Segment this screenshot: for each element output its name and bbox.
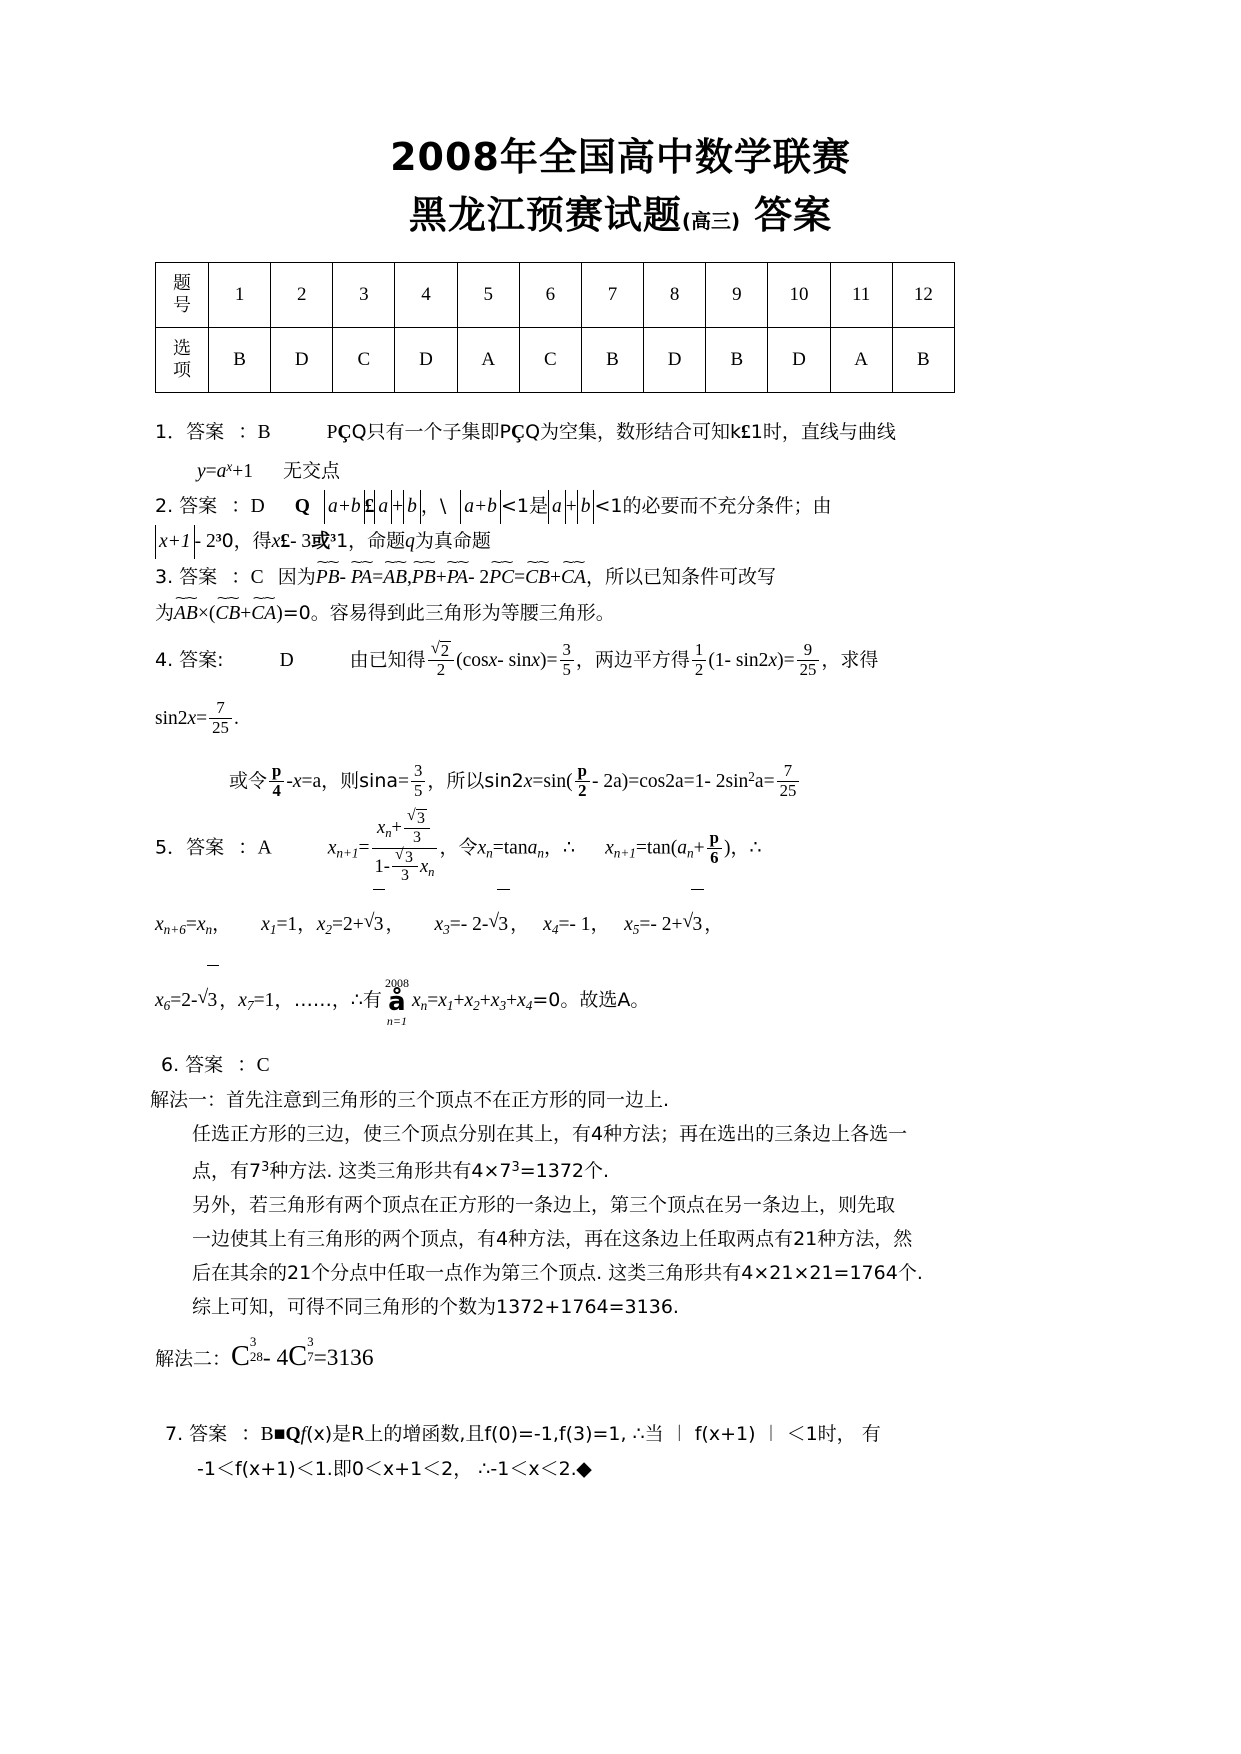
question-number-cell: 7 (581, 263, 643, 328)
solution-1-exponent: x (226, 459, 233, 474)
solution-3-open-paren: ( (208, 602, 216, 624)
solution-5-r-plus: + (693, 837, 705, 859)
solution-3 (0, 559, 1241, 631)
solution-4-lead: 由已知得 (349, 648, 426, 671)
question-number-cell: 6 (519, 263, 581, 328)
question-number-cell: 5 (457, 263, 519, 328)
title-line-1: 2008年全国高中数学联赛 (390, 135, 851, 179)
solution-3-prefix: 为 (155, 601, 175, 624)
solution-4-l3-eq5: = (763, 770, 775, 792)
solution-2-minus-2: - 2 (194, 530, 216, 552)
solution-4-number: 4. 答案: (155, 648, 224, 671)
solution-5-therefore-3: ∴有 (350, 988, 382, 1011)
solution-6-p2b-pre: 点，有7 (192, 1160, 262, 1183)
solution-5-number: 5．答案 (155, 836, 225, 859)
title-line-2-answer: 答案 (754, 193, 833, 237)
fraction-sqrt2-over-2: √ $\frac{2}{2}$ (428, 641, 454, 681)
solution-6-p2a: 任选正方形的三边，使三个顶点分别在其上，有4种方法；再在选出的三条边上各选一 (192, 1123, 908, 1146)
solution-5-let-xsub: n (486, 845, 493, 861)
fraction-3-over-5: $\frac{3}{5}$ (560, 641, 574, 680)
solution-1-le-symbol: £ (741, 422, 751, 443)
solution-5-alpha: a (527, 837, 538, 859)
solution-2-abs-2: a (374, 490, 392, 524)
solution-5-conclusion: =0。故选A。 (532, 988, 650, 1011)
solution-5-xn6-sub: n+6 (163, 921, 186, 937)
solution-5-ellipsis: ……， (293, 988, 351, 1011)
answer-cell: A (830, 328, 892, 393)
solution-2-abs-x1: x+1 (155, 525, 195, 559)
solution-5-x6-sub: 6 (163, 997, 171, 1013)
solution-5-r-alpha: a (677, 837, 687, 859)
question-number-cell: 9 (706, 263, 768, 328)
solution-6-minus4: - 4 (262, 1345, 289, 1372)
vector-PC: ⁓⁓ PC (489, 559, 514, 595)
row-header-question (156, 263, 209, 328)
solution-5-t2-sub: 2 (473, 997, 480, 1013)
solution-6-answer: ：C (237, 1055, 270, 1077)
solution-6-p2b-sup: 3 (261, 1160, 270, 1176)
solution-5-rx-sub: n+1 (613, 845, 636, 861)
sqrt-3-f: √ 3 (198, 965, 220, 1036)
solution-2-q: q (405, 530, 415, 552)
solution-5-l2-xn: x (196, 913, 206, 935)
recurrence-denominator: 1- √ $\frac{3}{3}$ $x_n$ (372, 848, 438, 887)
question-number-cell: 4 (395, 263, 457, 328)
solution-7-line-2 (155, 1452, 1091, 1487)
solution-4-l3-minus: - (286, 770, 293, 792)
solution-1-y: y (197, 460, 206, 482)
solution-2-abs-5: a (548, 490, 566, 524)
solution-2-ge-1: ³ (215, 530, 222, 552)
answer-cell: C (333, 328, 395, 393)
summation-upper-limit: 2008 (384, 976, 409, 991)
vector-PB: ⁓⁓ PB (316, 559, 340, 595)
solution-2-x: x (271, 530, 281, 552)
solution-5-t4: x (517, 989, 526, 1011)
row-header-option-char2: 项 (173, 360, 191, 381)
solution-5-x3-sub: 3 (443, 921, 450, 937)
solution-3-conclusion: =0。容易得到此三角形为等腰三角形。 (282, 601, 615, 624)
solution-5-let-x: x (477, 837, 487, 859)
solution-5-xn6: x (155, 913, 164, 935)
solution-5-sum-xn-sub: n (420, 997, 428, 1013)
solution-4-x1: x (488, 649, 498, 671)
solution-4-l3-sup: 2 (748, 768, 755, 784)
solution-3-plus-2: + (550, 566, 562, 588)
solution-2 (0, 489, 1241, 559)
solution-5-x5-val: =- 2+ (639, 913, 683, 935)
solution-4-l3-eq: =a (301, 770, 322, 792)
solution-3-close-paren: ) (276, 602, 283, 624)
solution-4-l2-x: x (187, 707, 197, 729)
solution-5-l2-eq1: = (185, 913, 197, 935)
solution-3-plus-3: + (240, 602, 252, 624)
solution-7-marker: ■ (273, 1424, 286, 1446)
question-number-cell: 10 (768, 263, 830, 328)
solution-7 (0, 1417, 1241, 1487)
solution-2-or: 或 (311, 529, 331, 552)
solution-5-r-eq: =tan( (635, 837, 678, 859)
solution-4-l3-m2a: - 2a (591, 770, 622, 792)
solution-2-tail: 为真命题 (414, 529, 491, 552)
vector-AB: ⁓⁓ AB (383, 559, 407, 595)
solution-7-end-marker: ◆ (576, 1459, 592, 1481)
title-line-2-sub: (高三) (681, 209, 741, 233)
solution-5-x3-val: =- 2- (449, 913, 489, 935)
solution-2-answer: ：D (231, 495, 265, 517)
solution-4-sin2x: sin2 (155, 707, 188, 729)
answer-cell: B (581, 328, 643, 393)
solution-2-neg3: - 3 (290, 530, 312, 552)
solution-4-tail: ，求得 (821, 648, 879, 671)
solution-6-p2b-end: =1372个. (519, 1160, 610, 1183)
combination-C7-3: C 3 7 (288, 1333, 314, 1373)
solution-4-minus-sin: - sin (497, 649, 532, 671)
solution-5-x4: x (543, 913, 552, 935)
solution-1-t3: Q只有一个子集即P (351, 421, 511, 443)
combination-C28-3: C 3 28 (231, 1333, 263, 1373)
solution-5-x7-val: =1， (253, 989, 294, 1011)
solution-5-therefore-2: ，∴ (730, 836, 762, 859)
solution-5-t2: x (464, 989, 474, 1011)
fraction-1-over-2: $\frac{1}{2}$ (692, 641, 706, 680)
solution-6-p1: 解法一：首先注意到三角形的三个顶点不在正方形的同一边上. (150, 1089, 670, 1112)
solution-4-line-3 (155, 748, 1091, 811)
solution-5-x1-val: =1， (276, 913, 317, 935)
solution-4-l3-close: ) (621, 770, 629, 792)
solution-3-minus-2pc: - 2 (468, 566, 490, 588)
solution-5-t4-sub: 4 (525, 997, 533, 1013)
sqrt-2: √ 2 (431, 641, 451, 661)
solution-2-zero: 0，得 (221, 529, 272, 552)
answer-cell: B (892, 328, 954, 393)
answer-cell: C (519, 328, 581, 393)
solution-4-paren-2: ) (777, 649, 784, 671)
solution-2-line-2 (155, 524, 1091, 559)
fraction-sqrt3-over-3: √ $\frac{3}{3}$ (404, 809, 430, 847)
solution-3-eq-1: = (372, 566, 384, 588)
solution-5-x4-val: =- 1， (558, 913, 611, 935)
fraction-9-over-25: $\frac{9}{25}$ (797, 641, 820, 680)
answer-cell: B (209, 328, 271, 393)
solution-4-eq-1: = (546, 649, 558, 671)
solution-1 (0, 415, 1241, 489)
answer-table (155, 262, 955, 393)
solution-5-therefore-1: ，∴ (543, 836, 576, 859)
solution-1-t5: Q为空集，数形结合可知k (525, 421, 742, 443)
solution-5-sum-eq: = (427, 989, 439, 1011)
summation-lower-limit: n=1 (386, 1014, 407, 1029)
question-number-cell: 3 (333, 263, 395, 328)
solution-5-r-alpha-sub: n (687, 845, 694, 861)
solution-5-t1-sub: 1 (446, 997, 454, 1013)
solution-5-line-2: $x_{n+6}=x_n$， $x_1=1$，$x_2=2+$ √ 3 ， $x_3=-$ 2- √ 3 ， $x_4=-$ 1， $x_5=-$ 2+ √ 3 ， (155, 889, 1091, 965)
solution-2-one: 1，命题 (336, 529, 406, 552)
vector-PB-2: ⁓⁓ PB (412, 559, 436, 595)
solution-1-line-2 (155, 450, 1091, 489)
solution-2-ge-2: ³ (330, 530, 337, 552)
sqrt-3: √ 3 (407, 809, 427, 828)
question-number-cell: 11 (830, 263, 892, 328)
solution-6-p3d: 综上可知，可得不同三角形的个数为1372+1764=3136. (192, 1296, 679, 1319)
solution-4-l3-x2: x (523, 770, 533, 792)
solution-6-p3c: 后在其余的21个分点中任取一点作为第三个顶点. 这类三角形共有4×21×21=1764个. (192, 1262, 923, 1285)
solution-5-p1: + (453, 989, 465, 1011)
solution-5-t1: x (438, 989, 447, 1011)
solution-1-t1: P (326, 422, 338, 443)
solution-4-x2: x (531, 649, 541, 671)
fraction-7-over-25: $\frac{7}{25}$ (209, 699, 232, 738)
fraction-pi-over-4: $\frac{p}{4}$ (269, 762, 284, 801)
solution-6-method-1 (0, 1083, 1241, 1324)
solution-4-line-2 (155, 690, 1091, 748)
solution-2-lt-2: <1的必要而不充分条件；由 (594, 494, 832, 517)
solution-2-therefore: ，\ (420, 494, 447, 517)
fraction-7-over-25-b: $\frac{7}{25}$ (777, 762, 800, 801)
solution-2-number: 2. 答案 (155, 494, 218, 517)
solution-1-a: a (216, 460, 227, 482)
recurrence-fraction (372, 810, 438, 886)
solution-5-r-close: ) (723, 837, 731, 859)
solution-6-p2b-mid: 种方法. 这类三角形共有4×7 (269, 1160, 512, 1183)
answer-cell: D (395, 328, 457, 393)
solution-6-p2b-sup2: 3 (511, 1160, 520, 1176)
answer-cell: D (768, 328, 830, 393)
solution-3-eq-2: = (514, 566, 526, 588)
solution-4-paren: (1- sin2 (708, 649, 769, 671)
fraction-pi-over-6: $\frac{p}{6}$ (707, 829, 722, 868)
solution-6-p2b (150, 1151, 1091, 1188)
solution-2-abs-1: a+b (324, 490, 365, 524)
solution-4 (0, 631, 1241, 811)
solution-5 (0, 811, 1241, 1041)
solution-1-plus-one: +1 (232, 460, 254, 482)
solution-2-abs-3: b (403, 490, 421, 524)
solution-5-line-3: $x_6=2-$ √ 3 ，$x_7=1$，……，∴有 2008 å n=1 $x_n=x_1+x_2+x_3+x_4=0$。故选A。 (155, 965, 1091, 1041)
solution-5-let: ，令 (439, 836, 478, 859)
solution-3-plus-1: + (435, 566, 447, 588)
solution-6 (0, 1048, 1241, 1083)
solution-1-number: 1．答案 (155, 421, 225, 443)
solution-5-x7-sub: 7 (246, 997, 254, 1013)
solution-5-x5-sub: 5 (632, 921, 640, 937)
row-header-option (156, 328, 209, 393)
vector-PA-2: ⁓⁓ PA (447, 559, 468, 595)
solution-4-l3-eq3: =sin( (532, 770, 573, 792)
solution-5-rx: x (605, 837, 614, 859)
solution-5-answer: ：A (238, 837, 272, 859)
solution-6-p3a: 另外，若三角形有两个顶点在正方形的一条边上，第三个顶点在另一条边上，则先取 (192, 1194, 896, 1217)
table-row-answers (156, 328, 955, 393)
solution-3-answer: ：C (231, 566, 264, 588)
solution-6-p3b: 一边使其上有三角形的两个顶点，有4种方法，再在这条边上任取两点有21种方法，然 (192, 1228, 913, 1251)
solution-4-eq-2: = (783, 649, 795, 671)
fraction-pi-over-2: $\frac{p}{2}$ (575, 762, 590, 801)
solution-4-answer: D (279, 649, 294, 671)
fraction-sqrt3-over-3-b: √ $\frac{3}{3}$ (392, 848, 418, 886)
solution-1-tail: 无交点 (283, 459, 341, 482)
solution-5-x1: x (261, 913, 270, 935)
solution-5-x2: x (316, 913, 326, 935)
solution-2-because-symbol: Q (294, 495, 310, 517)
vector-PA: ⁓⁓ PA (351, 559, 372, 595)
solution-6-method2-label: 解法二： (155, 1348, 232, 1371)
row-header-question-char1: 题 (173, 273, 191, 294)
solution-3-because: 因为 (277, 565, 316, 588)
solution-2-plus-2: + (565, 495, 577, 517)
solution-1-eq: = (205, 460, 217, 482)
solution-4-mid: ，两边平方得 (575, 648, 690, 671)
solution-5-l2-xn-sub: n (205, 921, 213, 937)
sqrt-3-c: √ 3 (364, 889, 386, 960)
solution-5-x6: x (155, 989, 164, 1011)
solution-7-line-2-text: -1＜f(x+1)＜1.即0＜x+1＜2， ∴-1＜x＜2. (197, 1458, 577, 1481)
solution-4-l3-then: ，则sina (321, 769, 399, 792)
solution-7-number: 7. 答案 (165, 1423, 228, 1446)
solution-4-cos: (cos (456, 649, 489, 671)
vector-CB: ⁓⁓ CB (525, 559, 550, 595)
solution-5-alpha-sub: n (537, 845, 544, 861)
solution-5-let-eq: =tan (492, 837, 528, 859)
sqrt-3-d: √ 3 (488, 889, 510, 960)
solution-2-le-2: £ (280, 530, 291, 552)
solution-2-le-1: £ (364, 495, 375, 517)
solution-5-t3: x (490, 989, 500, 1011)
solution-5-x2-sub: 2 (325, 921, 332, 937)
solution-5-p3: + (506, 989, 518, 1011)
solution-1-t7: 1时，直线与曲线 (750, 421, 896, 443)
solution-1-subset-symbol: Ç (337, 422, 352, 443)
solution-5-x5: x (624, 913, 633, 935)
summation-symbol (385, 977, 409, 1027)
vector-CA-2: ⁓⁓ CA (251, 595, 276, 631)
solution-5-p2: + (479, 989, 491, 1011)
title-line-2-main: 黑龙江预赛试题 (408, 193, 682, 237)
row-header-question-char2: 号 (173, 295, 191, 316)
question-number-cell: 8 (644, 263, 706, 328)
fraction-3-over-5-b: $\frac{3}{5}$ (411, 762, 425, 801)
vector-CA: ⁓⁓ CA (561, 559, 586, 595)
solution-4-l3-alpha: a (754, 770, 764, 792)
solution-6-result: =3136 (313, 1345, 374, 1372)
solution-5-x1-sub: 1 (269, 921, 277, 937)
solution-4-l3-eq4: =1- 2sin (683, 770, 749, 792)
solution-3-tail: ，所以已知条件可改写 (585, 565, 776, 588)
vector-AB-2: ⁓⁓ AB (174, 595, 198, 631)
solution-5-x6-val: =2- (170, 989, 198, 1011)
solution-7-text-1: (x)是R上的增函数,且f(0)=-1,f(3)=1, ∴当 ︱ f(x+1) ︱ ＜1时， 有 (306, 1423, 881, 1446)
document-title-block (0, 0, 1241, 250)
solution-7-because-symbol: Q (285, 1424, 301, 1446)
solution-4-l3-eq2: = (398, 770, 410, 792)
answer-cell: B (706, 328, 768, 393)
solution-4-close: ) (540, 649, 547, 671)
solution-3-dot: × (197, 602, 209, 624)
recurrence-numerator: $x_n+$ √ $\frac{3}{3}$ (372, 810, 438, 848)
solution-2-abs-6: b (577, 490, 595, 524)
solution-4-l3-cos: =cos2a (628, 770, 684, 792)
solution-6-number: 6. 答案 (161, 1054, 224, 1077)
title-line-2 (0, 186, 1241, 250)
solution-5-xn1-sub: n+1 (336, 845, 359, 861)
solution-5-x3: x (434, 913, 444, 935)
answer-table-wrapper (155, 262, 955, 393)
solution-5-t3-sub: 3 (499, 997, 507, 1013)
vector-CB-2: ⁓⁓ CB (215, 595, 240, 631)
solution-2-abs-4: a+b (460, 490, 501, 524)
solution-2-plus-1: + (392, 495, 404, 517)
solution-3-comma: , (407, 566, 412, 588)
solution-4-l2-eq: = (196, 707, 208, 729)
row-header-option-char1: 选 (173, 338, 191, 359)
solution-4-alt-lead: 或令 (229, 769, 268, 792)
solution-4-l2-dot: . (233, 707, 239, 729)
solution-4-l3-x: x (292, 770, 302, 792)
solution-3-minus-1: - (339, 566, 351, 588)
solution-5-x7: x (238, 989, 247, 1011)
solution-1-answer: ：B (238, 422, 271, 443)
solution-4-x3: x (768, 649, 778, 671)
summation-glyph: å (388, 987, 406, 1018)
answer-cell: D (271, 328, 333, 393)
question-number-cell: 1 (209, 263, 271, 328)
sqrt-3-b: √ 3 (395, 848, 415, 867)
question-number-cell: 2 (271, 263, 333, 328)
answer-cell: A (457, 328, 519, 393)
table-row-question-numbers (156, 263, 955, 328)
question-number-cell: 12 (892, 263, 954, 328)
solution-3-line-2 (155, 595, 1091, 631)
answer-cell: D (644, 328, 706, 393)
solution-5-eq: = (358, 837, 370, 859)
solution-5-x2-val: =2+ (331, 913, 364, 935)
solution-1-subset-symbol-2: Ç (510, 422, 526, 443)
solution-2-lt-1: <1是 (500, 494, 548, 517)
solution-7-f: f (300, 1424, 307, 1446)
solution-4-l3-so: ，所以sin2 (427, 769, 524, 792)
solution-3-number: 3. 答案 (155, 565, 218, 588)
solution-5-xn1: x (327, 837, 337, 859)
solution-7-answer: ：B (241, 1424, 274, 1446)
solution-5-sum-xn: x (411, 989, 421, 1011)
solution-5-x4-sub: 4 (551, 921, 559, 937)
solution-6-method-2 (0, 1328, 1241, 1389)
sqrt-3-e: √ 3 (682, 889, 704, 960)
